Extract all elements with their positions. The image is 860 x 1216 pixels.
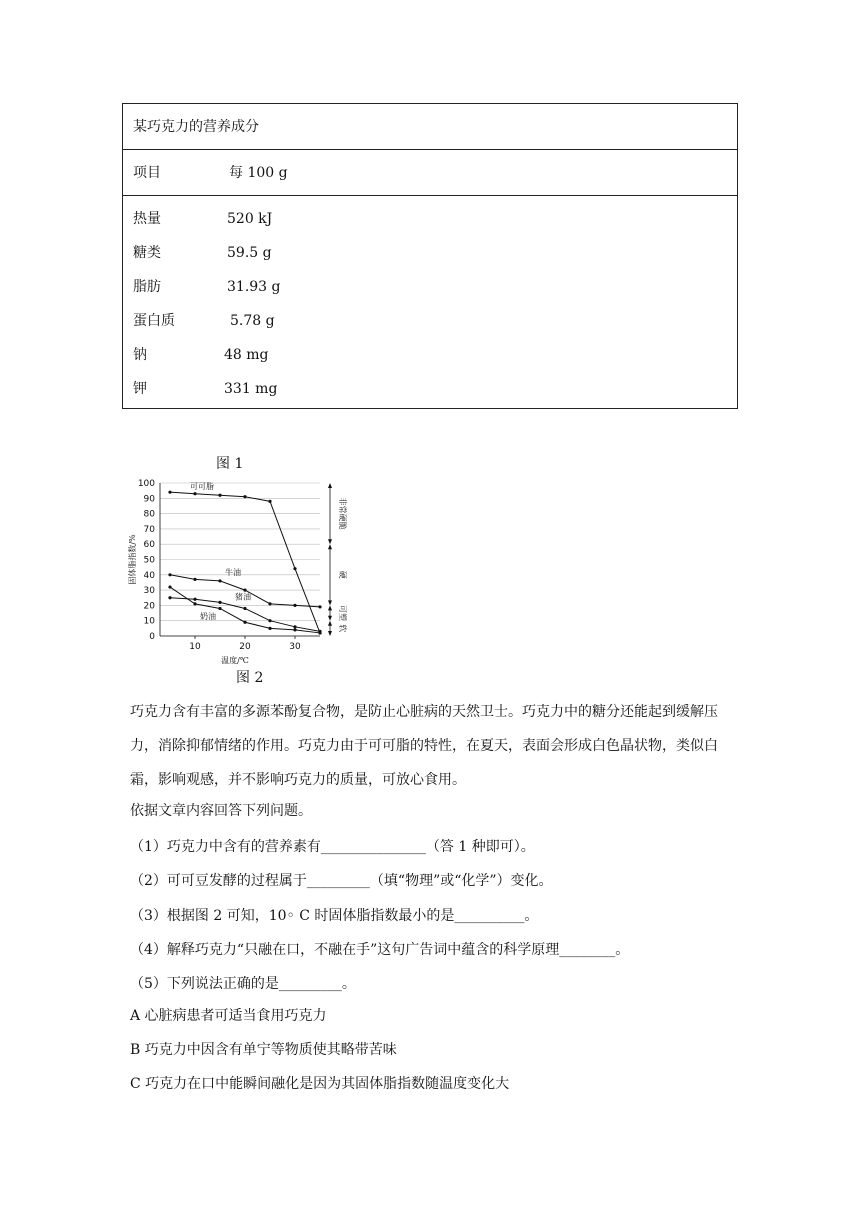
y-tick-label: 60 bbox=[143, 540, 155, 551]
y-tick-label: 0 bbox=[149, 632, 155, 642]
y-tick-label: 10 bbox=[143, 616, 155, 627]
data-point bbox=[168, 596, 171, 599]
series-label: 牛油 bbox=[225, 567, 241, 577]
row-name: 脂肪 bbox=[133, 279, 161, 295]
y-tick-label: 40 bbox=[143, 570, 155, 581]
question-3: （3）根据图 2 可知，10◦ C 时固体脂指数最小的是__________。 bbox=[130, 908, 539, 924]
band-arrow-bottom bbox=[328, 539, 332, 544]
table-row bbox=[123, 270, 737, 304]
x-tick-label: 30 bbox=[289, 642, 301, 652]
row-name: 蛋白质 bbox=[133, 313, 175, 329]
data-point bbox=[268, 602, 271, 605]
x-axis-label: 温度/℃ bbox=[221, 656, 249, 665]
table-body bbox=[123, 196, 737, 406]
x-tick-label: 20 bbox=[239, 642, 251, 652]
question-4: （4）解释巧克力“只融在口，不融在手”这句广告词中蕴含的科学原理________。 bbox=[130, 942, 630, 958]
data-point bbox=[243, 495, 246, 498]
question-1: （1）巧克力中含有的营养素有_______________（答 1 种即可）。 bbox=[130, 839, 535, 855]
table-row bbox=[123, 236, 737, 270]
data-point bbox=[168, 585, 171, 588]
data-point bbox=[318, 605, 321, 608]
data-point bbox=[193, 492, 196, 495]
band-arrow-bottom bbox=[328, 631, 332, 636]
y-axis-label: 固体脂指数/% bbox=[128, 534, 137, 585]
y-tick-label: 50 bbox=[143, 555, 155, 566]
row-value: 5.78 g bbox=[230, 313, 275, 329]
table-row bbox=[123, 372, 737, 406]
series-line bbox=[170, 598, 320, 632]
y-tick-label: 90 bbox=[143, 494, 155, 505]
header-per-100g: 每 100 g bbox=[229, 165, 288, 181]
data-point bbox=[243, 607, 246, 610]
question-intro: 依据文章内容回答下列问题。 bbox=[130, 803, 312, 819]
data-point bbox=[293, 625, 296, 628]
option-a: A 心脏病患者可适当食用巧克力 bbox=[130, 1008, 327, 1024]
x-tick-label: 10 bbox=[189, 642, 201, 652]
data-point bbox=[268, 627, 271, 630]
question-2: （2）可可豆发酵的过程属于_________（填“物理”或“化学”）变化。 bbox=[130, 873, 553, 889]
band-label: 硬 bbox=[338, 570, 347, 579]
table-row bbox=[123, 304, 737, 338]
y-tick-label: 70 bbox=[143, 524, 155, 535]
solid-fat-index-chart bbox=[120, 470, 360, 670]
row-value: 331 mg bbox=[224, 381, 278, 397]
series-label: 奶油 bbox=[200, 612, 216, 622]
data-point bbox=[293, 567, 296, 570]
question-5: （5）下列说法正确的是_________。 bbox=[130, 976, 356, 992]
y-tick-label: 20 bbox=[143, 601, 155, 612]
option-b: B 巧克力中因含有单宁等物质使其略带苦味 bbox=[130, 1042, 397, 1058]
series-label: 猪油 bbox=[235, 592, 251, 602]
table-row bbox=[123, 338, 737, 372]
row-value: 48 mg bbox=[224, 347, 269, 363]
band-arrow-top bbox=[328, 621, 332, 626]
row-value: 31.93 g bbox=[227, 279, 281, 295]
band-arrow-top bbox=[328, 605, 332, 610]
data-point bbox=[268, 619, 271, 622]
article-paragraph: 巧克力含有丰富的多源苯酚复合物，是防止心脏病的天然卫士。巧克力中的糖分还能起到缓解压力，消除抑郁情绪的作用。巧克力由于可可脂的特性，在夏天，表面会形成白色晶状物，类似白霜，影响观感，并不影响巧克力的质量，可放心食用。 bbox=[130, 704, 718, 788]
data-point bbox=[293, 628, 296, 631]
data-point bbox=[168, 491, 171, 494]
data-point bbox=[243, 621, 246, 624]
row-value: 59.5 g bbox=[227, 245, 272, 261]
data-point bbox=[218, 601, 221, 604]
data-point bbox=[193, 598, 196, 601]
data-point bbox=[193, 602, 196, 605]
row-name: 钾 bbox=[133, 381, 147, 397]
band-label: 可塑 bbox=[338, 605, 347, 622]
table-header bbox=[123, 150, 737, 196]
data-point bbox=[218, 607, 221, 610]
row-value: 520 kJ bbox=[227, 211, 273, 227]
band-arrow-bottom bbox=[328, 600, 332, 605]
row-name: 糖类 bbox=[133, 245, 161, 261]
data-point bbox=[268, 500, 271, 503]
band-arrow-top bbox=[328, 483, 332, 488]
y-tick-label: 80 bbox=[143, 509, 155, 520]
band-arrow-bottom bbox=[328, 616, 332, 621]
data-point bbox=[168, 573, 171, 576]
row-name: 热量 bbox=[133, 211, 161, 227]
series-label: 可可脂 bbox=[190, 482, 214, 492]
series-line bbox=[170, 492, 320, 633]
data-point bbox=[243, 589, 246, 592]
band-label: 非常硬脆 bbox=[338, 497, 347, 530]
option-c: C 巧克力在口中能瞬间融化是因为其固体脂指数随温度变化大 bbox=[130, 1076, 510, 1092]
data-point bbox=[218, 579, 221, 582]
table-title: 某巧克力的营养成分 bbox=[123, 104, 737, 150]
data-point bbox=[318, 631, 321, 634]
band-arrow-top bbox=[328, 544, 332, 549]
data-point bbox=[293, 604, 296, 607]
y-tick-label: 100 bbox=[137, 479, 155, 489]
band-label: 软 bbox=[338, 624, 347, 633]
table-row bbox=[123, 202, 737, 236]
data-point bbox=[218, 494, 221, 497]
header-item: 项目 bbox=[133, 165, 161, 181]
figure1-label: 图 1 bbox=[216, 456, 244, 472]
nutrition-table bbox=[122, 103, 738, 409]
figure2-label: 图 2 bbox=[236, 670, 264, 686]
y-tick-label: 30 bbox=[143, 586, 155, 597]
data-point bbox=[193, 578, 196, 581]
row-name: 钠 bbox=[133, 347, 147, 363]
